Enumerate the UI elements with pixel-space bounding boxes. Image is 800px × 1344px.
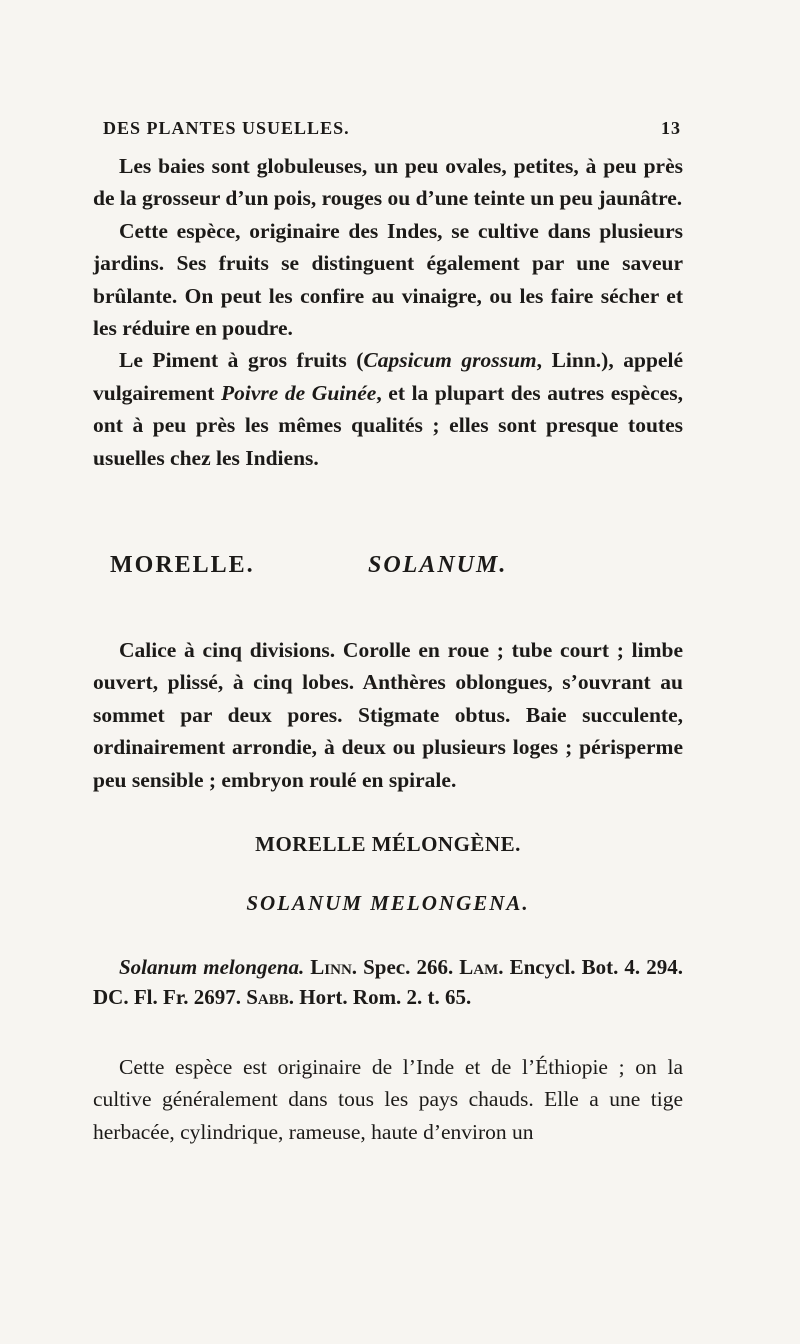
- paragraph-species-origin: Cette espèce, originaire des Indes, se cultive dans plusieurs jardins. Ses fruits se distinguent également par une saveur brûlante. On peut les confire au vinaigre, ou les faire sécher et les réduire en poudre.: [93, 218, 683, 341]
- piment-text-2: , Linn.), appelé vulgairement: [93, 348, 683, 405]
- species-latin-heading: SOLANUM MELONGENA.: [246, 891, 530, 915]
- ref-sabb: Hort. Rom. 2. t. 65.: [294, 985, 472, 1009]
- synonymy-references: [93, 952, 683, 1012]
- genus-heading: [110, 552, 670, 588]
- page-number: 13: [661, 118, 681, 138]
- page-header: [93, 118, 683, 144]
- genus-description-block: [93, 634, 683, 796]
- paragraph-berries: Les baies sont globuleuses, un peu ovales, petites, à peu près de la grosseur d’un pois, rouges ou d’une teinte un peu jaunâtre.: [93, 154, 683, 211]
- final-paragraph: Cette espèce est originaire de l’Inde et de l’Éthiopie ; on la cultive généralement dans tous les pays chauds. Elle a une tige herbacée, cylindrique, rameuse, haute d’environ un: [93, 1055, 683, 1144]
- body-text-top: [93, 150, 683, 474]
- synonymy-line: [93, 952, 683, 1012]
- piment-common-name: Poivre de Guinée: [221, 380, 377, 405]
- author-linn: Linn.: [310, 955, 358, 979]
- piment-text-3: , et la plupart des autres espèces, ont à peu près les mêmes qualités ; elles sont presque toutes usuelles chez les Indiens.: [93, 380, 683, 470]
- ref-lam: Encycl. Bot. 4. 294. DC. Fl. Fr. 2697.: [93, 955, 683, 1009]
- paragraph-piment: [93, 344, 683, 474]
- genus-french-name: MORELLE.: [110, 552, 255, 578]
- genus-description: Calice à cinq divisions. Corolle en roue ; tube court ; limbe ouvert, plissé, à cinq lobes. Anthères oblongues, s’ouvrant au sommet par deux pores. Stigmate obtus. Baie succulente, ordinairement arrondie, à deux ou plusieurs loges ; périsperme peu sensible ; embryon roulé en spirale.: [93, 638, 683, 792]
- ref-linn: Spec. 266.: [357, 955, 460, 979]
- final-paragraph-block: [93, 1051, 683, 1148]
- author-lam: Lam.: [459, 955, 504, 979]
- genus-latin-name: SOLANUM.: [368, 552, 508, 578]
- piment-latin-name: Capsicum grossum: [363, 348, 537, 373]
- piment-text-1: Le Piment à gros fruits (: [119, 348, 364, 373]
- species-french-heading: MORELLE MÉLONGÈNE.: [255, 832, 521, 856]
- synonymy-name: Solanum melongena.: [119, 955, 305, 979]
- author-sabb: Sabb.: [246, 985, 294, 1009]
- running-title: DES PLANTES USUELLES.: [103, 118, 350, 138]
